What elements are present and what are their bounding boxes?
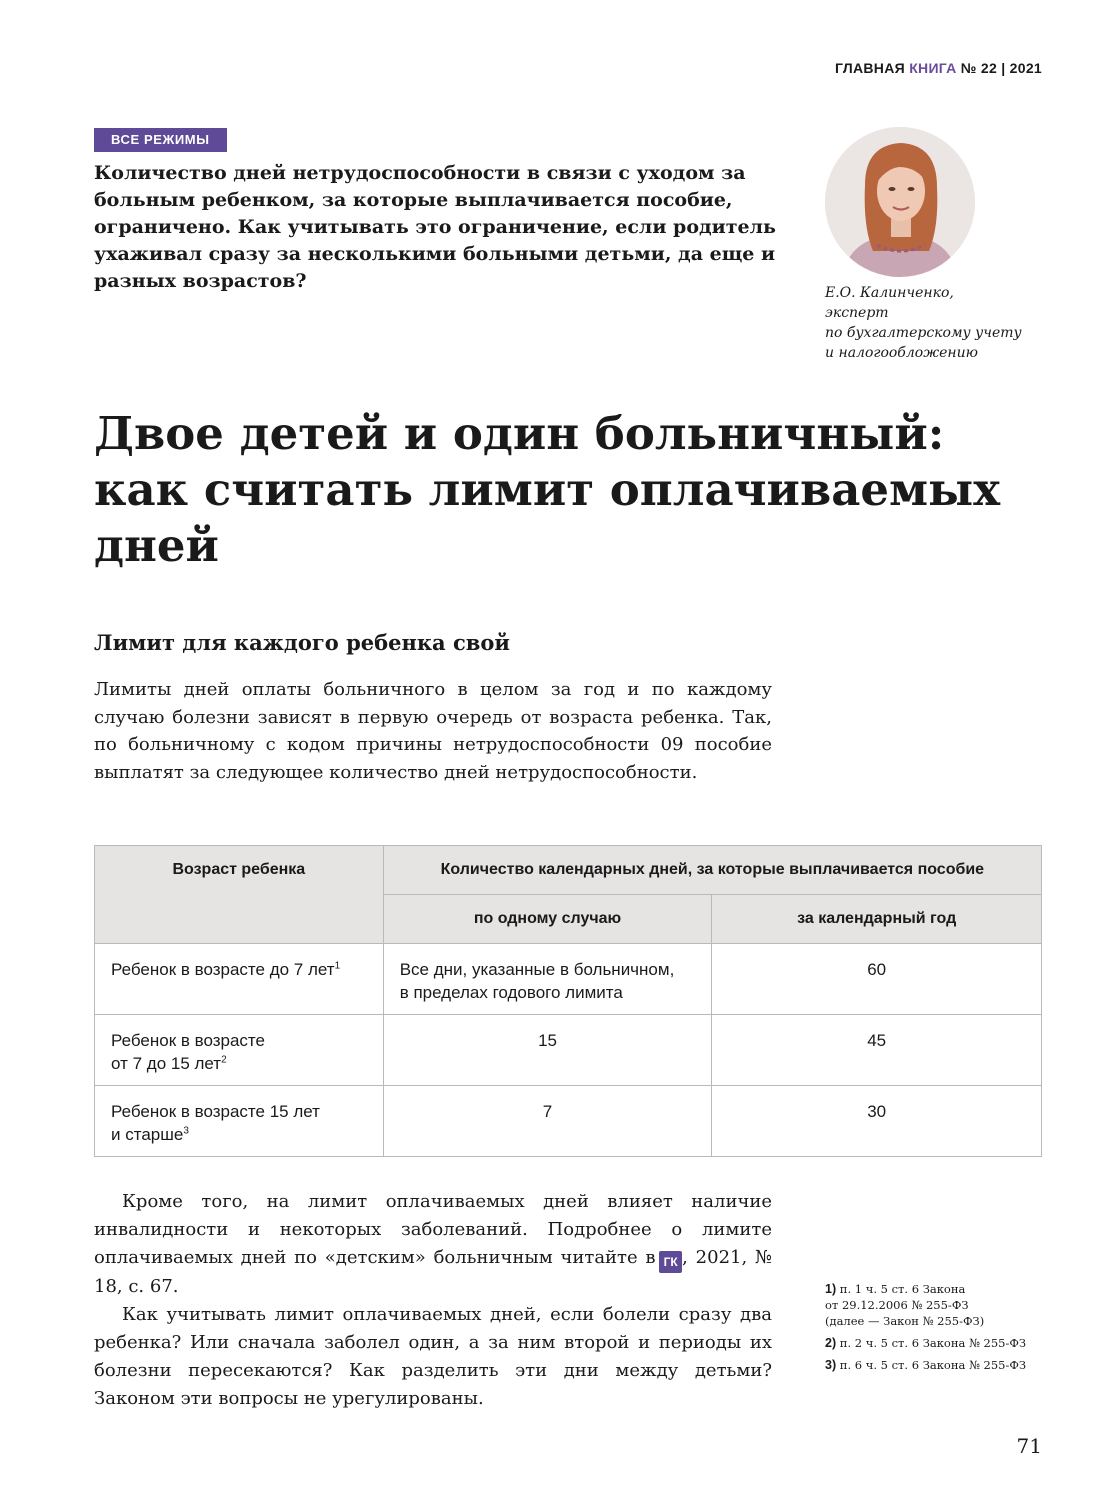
age-text-line2: от 7 до 15 лет: [111, 1054, 222, 1073]
age-text: Ребенок в возрасте до 7 лет: [111, 960, 335, 979]
title-line1: Двое детей и один больничный:: [94, 407, 945, 460]
body-p1-citation: , 2021, № 18, с. 67.: [94, 1247, 772, 1297]
footnote-number: 1): [825, 1282, 837, 1296]
table-row: [95, 1086, 1042, 1157]
page-number: 71: [1016, 1434, 1042, 1458]
age-cell: [95, 1086, 384, 1157]
per-case-cell: 7: [383, 1086, 712, 1157]
footnote-ref: 2: [221, 1054, 227, 1066]
limits-table: [94, 845, 1042, 1157]
footnote-text-line2: от 29.12.2006 № 255-ФЗ: [825, 1298, 969, 1312]
table-header-row: [95, 846, 1042, 895]
per-year-cell: 45: [712, 1015, 1042, 1086]
author-portrait-icon: [825, 127, 975, 277]
footnote-ref: 3: [183, 1125, 189, 1137]
age-text-line1: Ребенок в возрасте 15 лет: [111, 1102, 320, 1121]
per-year-cell: 30: [712, 1086, 1042, 1157]
footnote-number: 3): [825, 1358, 837, 1372]
footnote-number: 2): [825, 1336, 837, 1350]
lead-paragraph: Количество дней нетрудоспособности в связи с уходом за больным ребенком, за которые выплачивается пособие, ограничено. Как учитывать это ограничение, если родитель ухаживал сразу за несколькими больными детьми, да еще и разных возрастов?: [94, 162, 776, 292]
footnote-text-line1: п. 2 ч. 5 ст. 6 Закона № 255-ФЗ: [839, 1336, 1027, 1350]
age-cell: [95, 944, 384, 1015]
author-role-line3: и налогообложению: [825, 345, 978, 361]
age-text-line1: Ребенок в возрасте: [111, 1031, 265, 1050]
footnote-text-line1: п. 6 ч. 5 ст. 6 Закона № 255-ФЗ: [839, 1358, 1027, 1372]
body-p1-text: Кроме того, на лимит оплачиваемых дней влияет наличие инвалидности и некоторых заболеваний. Подробнее о лимите оплачиваемых дней по «детским» больничным читайте в: [94, 1191, 772, 1268]
footnote-text-line3: (далее — Закон № 255-ФЗ): [825, 1314, 985, 1328]
magazine-name-part1: ГЛАВНАЯ: [834, 60, 905, 76]
footnote-ref: 1: [334, 960, 341, 972]
age-cell: [95, 1015, 384, 1086]
footnotes: [825, 1281, 1055, 1379]
header-days-group: Количество календарных дней, за которые выплачивается пособие: [383, 846, 1041, 895]
category-tag: ВСЕ РЕЖИМЫ: [94, 128, 227, 152]
age-text-line2: и старше: [111, 1125, 184, 1144]
header-per-case: по одному случаю: [383, 895, 712, 944]
magazine-header: [835, 60, 1042, 76]
per-year-cell: 60: [712, 944, 1042, 1015]
per-case-line2: в пределах годового лимита: [399, 983, 623, 1002]
gk-magazine-icon: ГК: [659, 1251, 682, 1273]
footnote-3: [825, 1357, 1055, 1373]
header-child-age: Возраст ребенка: [95, 846, 384, 944]
issue-number: № 22 | 2021: [960, 60, 1042, 76]
table-row: [95, 944, 1042, 1015]
footnote-1: [825, 1281, 1055, 1329]
author-role-line2: по бухгалтерскому учету: [825, 325, 1022, 341]
footnote-text-line1: п. 1 ч. 5 ст. 6 Закона: [839, 1282, 966, 1296]
author-name: Е.О. Калинченко,: [825, 285, 954, 301]
body-paragraph-1: [94, 1188, 772, 1301]
section-subhead: Лимит для каждого ребенка свой: [94, 630, 510, 655]
title-line2: как считать лимит оплачиваемых: [94, 463, 1001, 516]
header-per-year: за календарный год: [712, 895, 1042, 944]
author-role-line1: эксперт: [825, 305, 889, 321]
article-title: [94, 406, 1074, 574]
title-line3: дней: [94, 519, 219, 572]
author-photo: [825, 127, 975, 277]
table-row: [95, 1015, 1042, 1086]
body-text: [94, 1188, 772, 1413]
footnote-2: [825, 1335, 1055, 1351]
per-case-cell: [383, 944, 712, 1015]
per-case-cell: 15: [383, 1015, 712, 1086]
intro-paragraph: Лимиты дней оплаты больничного в целом за год и по каждому случаю болезни зависят в первую очередь от возраста ребенка. Так, по больничному с кодом причины нетрудоспособности 09 пособие выплатят за следующее количество дней нетрудоспособности.: [94, 679, 772, 783]
body-paragraph-2: Как учитывать лимит оплачиваемых дней, если болели сразу два ребенка? Или сначала заболел один, а за ним второй и периоды их болезни пересекаются? Как разделить эти дни между детьми? Законом эти вопросы не урегулированы.: [94, 1304, 772, 1409]
magazine-name-part2: КНИГА: [909, 60, 957, 76]
author-caption: [825, 283, 1045, 363]
per-case-line1: Все дни, указанные в больничном,: [399, 960, 675, 979]
